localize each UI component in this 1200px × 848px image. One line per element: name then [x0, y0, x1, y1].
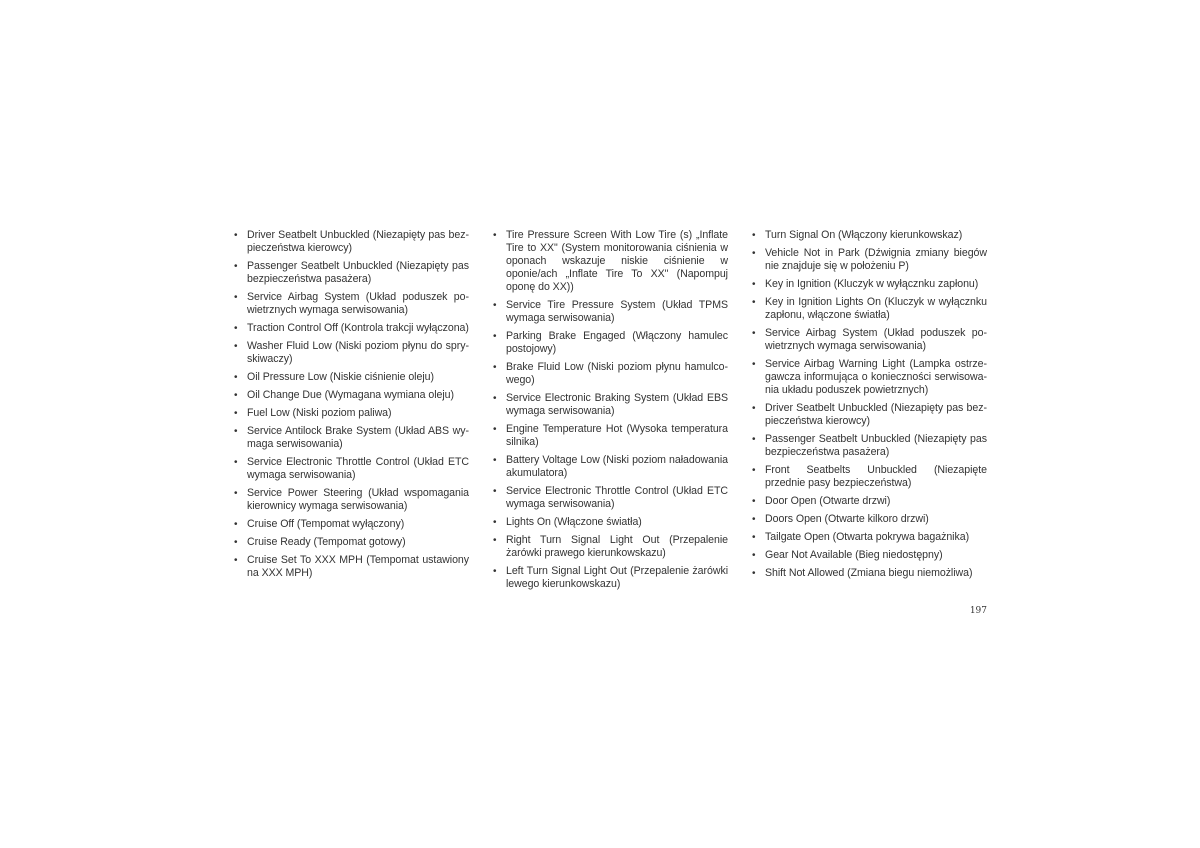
- list-item-text: Fuel Low (Niski poziom paliwa): [247, 407, 392, 419]
- bullet-icon: •: [493, 300, 497, 311]
- bullet-icon: •: [493, 517, 497, 528]
- list-item-text: Engine Temperature Hot (Wysoka temperatura silnika): [506, 423, 728, 448]
- list-item-text: Service Airbag Warning Light (Lampka ostrzegawcza informująca o konieczności serwisowania układu poduszek powietrznych): [765, 358, 987, 396]
- bullet-icon: •: [752, 496, 756, 507]
- list-item: [751, 495, 987, 508]
- list-item: [233, 340, 469, 366]
- list-item-text: Tailgate Open (Otwarta pokrywa bagażnika): [765, 531, 970, 543]
- list-item: [751, 433, 987, 459]
- list-item-text: Service Power Steering (Układ wspomagania kierownicy wymaga serwisowania): [247, 487, 469, 512]
- bullet-icon: •: [234, 537, 238, 548]
- bullet-icon: •: [234, 372, 238, 383]
- list-item-text: Turn Signal On (Włączony kierunkowskaz): [765, 229, 963, 241]
- list-item: [492, 361, 728, 387]
- list-item: [233, 407, 469, 420]
- list-item-text: Door Open (Otwarte drzwi): [765, 495, 891, 507]
- list-item-text: Service Airbag System (Układ poduszek powietrznych wymaga serwisowania): [247, 291, 469, 316]
- bullet-icon: •: [234, 323, 238, 334]
- bullet-icon: •: [493, 486, 497, 497]
- list-item-text: Shift Not Allowed (Zmiana biegu niemożliwa): [765, 567, 973, 579]
- bullet-icon: •: [752, 532, 756, 543]
- list-item-text: Vehicle Not in Park (Dźwignia zmiany biegów nie znajduje się w położeniu P): [765, 247, 987, 272]
- list-item-text: Left Turn Signal Light Out (Przepalenie żarówki lewego kierunkowskazu): [506, 565, 728, 590]
- list-item: [233, 425, 469, 451]
- list-item: [751, 247, 987, 273]
- bullet-icon: •: [752, 279, 756, 290]
- bullet-icon: •: [234, 341, 238, 352]
- list-item: [492, 392, 728, 418]
- bullet-icon: •: [752, 514, 756, 525]
- list-item: [492, 516, 728, 529]
- bullet-icon: •: [234, 488, 238, 499]
- list-item: [751, 229, 987, 242]
- bullet-icon: •: [493, 331, 497, 342]
- list-item: [233, 291, 469, 317]
- list-item: [492, 423, 728, 449]
- bullet-icon: •: [234, 457, 238, 468]
- list-item: [751, 402, 987, 428]
- list-item-text: Key in Ignition (Kluczyk w wyłącznku zapłonu): [765, 278, 979, 290]
- list-item-text: Service Electronic Throttle Control (Układ ETC wymaga serwisowania): [247, 456, 469, 481]
- list-item: [751, 549, 987, 562]
- page-number: 197: [969, 606, 987, 616]
- list-item: [492, 454, 728, 480]
- bullet-icon: •: [234, 555, 238, 566]
- list-item-text: Driver Seatbelt Unbuckled (Niezapięty pas bezpieczeństwa kierowcy): [765, 402, 987, 427]
- list-item-text: Service Tire Pressure System (Układ TPMS wymaga serwisowania): [506, 299, 728, 324]
- bullet-icon: •: [234, 292, 238, 303]
- bullet-icon: •: [752, 403, 756, 414]
- bullet-icon: •: [752, 328, 756, 339]
- list-item: [233, 487, 469, 513]
- list-item-text: Washer Fluid Low (Niski poziom płynu do spryskiwaczy): [247, 340, 469, 365]
- list-item: [233, 389, 469, 402]
- list-item: [751, 278, 987, 291]
- list-item: [233, 229, 469, 255]
- list-item-text: Parking Brake Engaged (Włączony hamulec postojowy): [506, 330, 728, 355]
- list-item-text: Brake Fluid Low (Niski poziom płynu hamulcowego): [506, 361, 728, 386]
- bullet-icon: •: [234, 261, 238, 272]
- bullet-icon: •: [234, 519, 238, 530]
- bullet-icon: •: [752, 359, 756, 370]
- bullet-icon: •: [234, 390, 238, 401]
- list-item-text: Passenger Seatbelt Unbuckled (Niezapięty pas bezpieczeństwa pasażera): [765, 433, 987, 458]
- list-item-text: Key in Ignition Lights On (Kluczyk w wyłącznku zapłonu, włączone światła): [765, 296, 987, 321]
- list-item-text: Front Seatbelts Unbuckled (Niezapięte przednie pasy bezpieczeństwa): [765, 464, 987, 489]
- list-item-text: Lights On (Włączone światła): [506, 516, 642, 528]
- bullet-icon: •: [493, 230, 497, 241]
- list-item-text: Service Electronic Throttle Control (Układ ETC wymaga serwisowania): [506, 485, 728, 510]
- bullet-icon: •: [234, 408, 238, 419]
- list-item-text: Battery Voltage Low (Niski poziom naładowania akumulatora): [506, 454, 728, 479]
- list-item: [492, 299, 728, 325]
- bullet-icon: •: [752, 248, 756, 259]
- list-item: [751, 567, 987, 580]
- list-item: [233, 322, 469, 335]
- list-item-text: Gear Not Available (Bieg niedostępny): [765, 549, 943, 561]
- bullet-icon: •: [752, 465, 756, 476]
- list-item: [492, 485, 728, 511]
- list-item-text: Cruise Ready (Tempomat gotowy): [247, 536, 406, 548]
- bullet-icon: •: [752, 297, 756, 308]
- list-item: [233, 371, 469, 384]
- list-item-text: Cruise Off (Tempomat wyłączony): [247, 518, 405, 530]
- bullet-icon: •: [234, 426, 238, 437]
- list-item: [492, 565, 728, 591]
- list-item-text: Right Turn Signal Light Out (Przepalenie żarówki prawego kierunkowskazu): [506, 534, 728, 559]
- list-item: [233, 456, 469, 482]
- list-item: [751, 464, 987, 490]
- list-item: [492, 229, 728, 294]
- warning-list-column-1: [233, 229, 469, 585]
- list-item-text: Cruise Set To XXX MPH (Tempomat ustawiony na XXX MPH): [247, 554, 469, 579]
- warning-list-column-3: [751, 229, 987, 585]
- list-item: [751, 327, 987, 353]
- list-item-text: Driver Seatbelt Unbuckled (Niezapięty pas bezpieczeństwa kierowcy): [247, 229, 469, 254]
- list-item-text: Tire Pressure Screen With Low Tire (s) „Inflate Tire to XX" (System monitorowania ciśnienia w oponach wskazuje niskie ciśnienie w oponie/⁠ach „Inflate Tire To XX" (Napompuj oponę do XX)): [506, 229, 728, 293]
- bullet-icon: •: [493, 455, 497, 466]
- bullet-icon: •: [493, 393, 497, 404]
- bullet-icon: •: [234, 230, 238, 241]
- bullet-icon: •: [493, 424, 497, 435]
- bullet-icon: •: [493, 362, 497, 373]
- list-item: [751, 296, 987, 322]
- list-item-text: Traction Control Off (Kontrola trakcji wyłączona): [247, 322, 469, 334]
- list-item: [751, 531, 987, 544]
- list-item-text: Doors Open (Otwarte kilkoro drzwi): [765, 513, 929, 525]
- list-item: [492, 330, 728, 356]
- bullet-icon: •: [752, 568, 756, 579]
- list-item-text: Oil Pressure Low (Niskie ciśnienie oleju): [247, 371, 434, 383]
- list-item-text: Passenger Seatbelt Unbuckled (Niezapięty pas bezpieczeństwa pasażera): [247, 260, 469, 285]
- list-item: [233, 536, 469, 549]
- list-item: [233, 554, 469, 580]
- bullet-icon: •: [752, 434, 756, 445]
- list-item-text: Service Airbag System (Układ poduszek powietrznych wymaga serwisowania): [765, 327, 987, 352]
- list-item-text: Service Antilock Brake System (Układ ABS wymaga serwisowania): [247, 425, 469, 450]
- list-item: [751, 513, 987, 526]
- warning-list-column-2: [492, 229, 728, 596]
- list-item: [233, 260, 469, 286]
- list-item: [492, 534, 728, 560]
- bullet-icon: •: [752, 550, 756, 561]
- list-item: [751, 358, 987, 397]
- list-item-text: Oil Change Due (Wymagana wymiana oleju): [247, 389, 454, 401]
- list-item-text: Service Electronic Braking System (Układ EBS wymaga serwisowania): [506, 392, 728, 417]
- bullet-icon: •: [493, 535, 497, 546]
- bullet-icon: •: [493, 566, 497, 577]
- bullet-icon: •: [752, 230, 756, 241]
- list-item: [233, 518, 469, 531]
